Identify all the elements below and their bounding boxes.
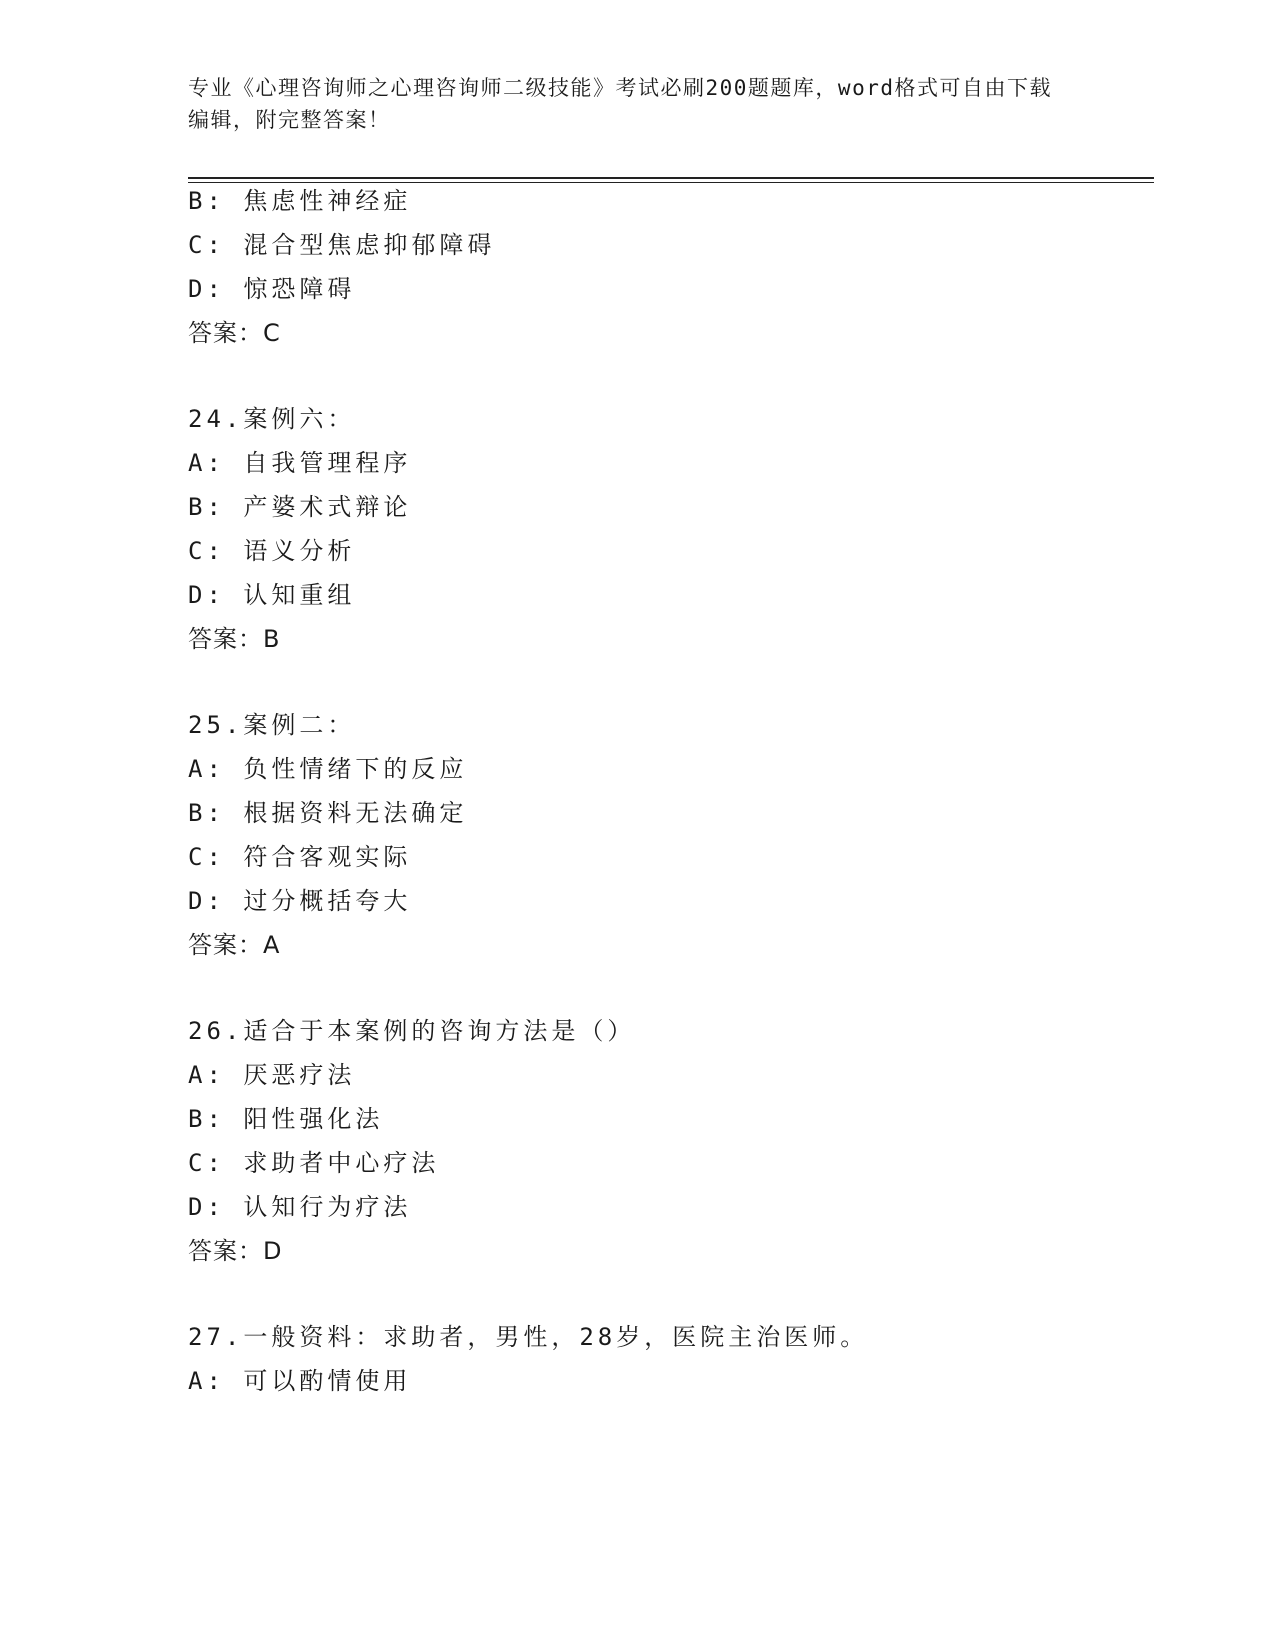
q26-answer: 答案：D: [188, 1237, 283, 1265]
q26-option-c: C: 求助者中心疗法: [188, 1149, 440, 1177]
q25-option-d: D: 过分概括夸大: [188, 887, 412, 915]
q25-option-b: B: 根据资料无法确定: [188, 799, 468, 827]
q25-option-c: C: 符合客观实际: [188, 843, 412, 871]
q27-question: 27.一般资料：求助者，男性，28岁，医院主治医师。: [188, 1323, 869, 1351]
q25-answer: 答案：A: [188, 931, 281, 959]
q26-option-a: A: 厌恶疗法: [188, 1061, 356, 1089]
q25-option-a: A: 负性情绪下的反应: [188, 755, 468, 783]
q27-option-a: A: 可以酌情使用: [188, 1367, 412, 1395]
q26-option-b: B: 阳性强化法: [188, 1105, 384, 1133]
document-header: 专业《心理咨询师之心理咨询师二级技能》考试必刷200题题库，word格式可自由下载编辑，附完整答案！: [188, 76, 1052, 132]
q24-option-c: C: 语义分析: [188, 537, 356, 565]
q25-question: 25.案例二：: [188, 711, 356, 739]
q24-option-b: B: 产婆术式辩论: [188, 493, 412, 521]
q26-option-d: D: 认知行为疗法: [188, 1193, 412, 1221]
header-divider-thick: [188, 177, 1154, 179]
q23-option-d: D: 惊恐障碍: [188, 275, 356, 303]
q24-option-a: A: 自我管理程序: [188, 449, 412, 477]
q23-option-b: B: 焦虑性神经症: [188, 187, 412, 215]
q26-question: 26.适合于本案例的咨询方法是（）: [188, 1017, 636, 1045]
q24-answer: 答案：B: [188, 625, 281, 653]
header-divider-thin: [188, 182, 1154, 183]
q23-option-c: C: 混合型焦虑抑郁障碍: [188, 231, 496, 259]
q23-answer: 答案：C: [188, 319, 281, 347]
q24-question: 24.案例六：: [188, 405, 356, 433]
q24-option-d: D: 认知重组: [188, 581, 356, 609]
